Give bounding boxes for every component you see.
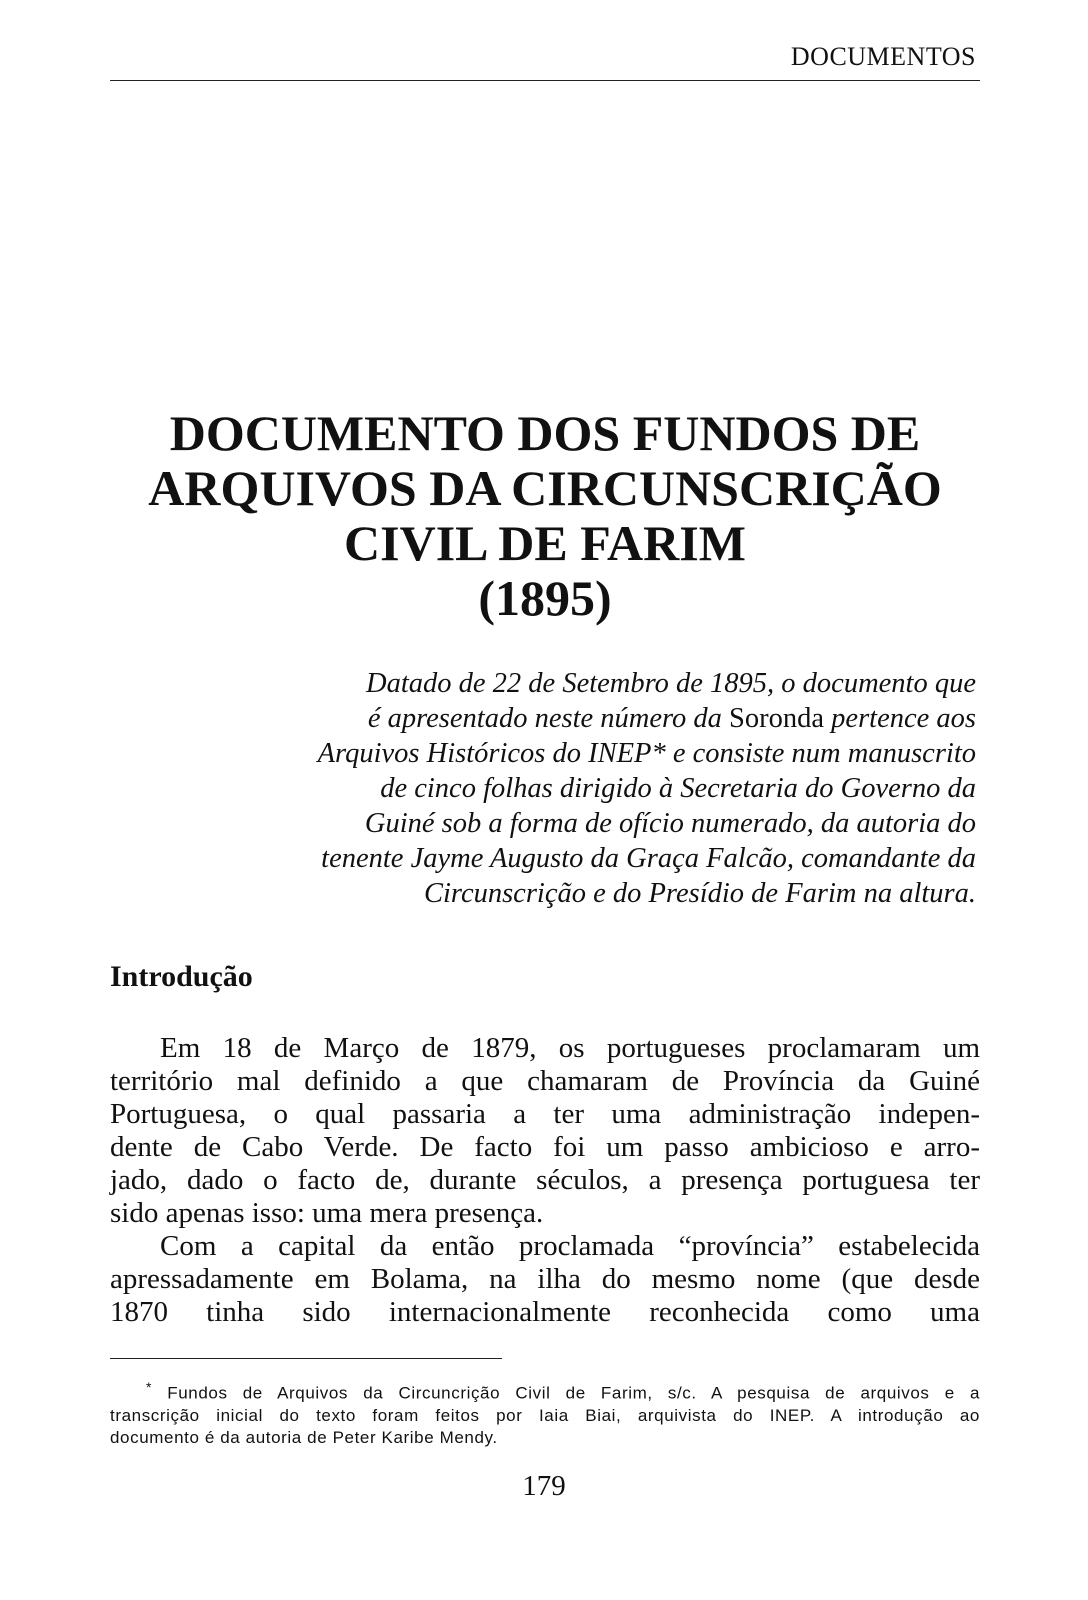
body-line: jado, dado o facto de, durante séculos, a presença portuguesa ter (110, 1164, 980, 1196)
title-line: CIVIL DE FARIM (344, 515, 746, 571)
abstract-line: tenente Jayme Augusto da Graça Falcão, comandante da (321, 843, 976, 874)
body-text (110, 1032, 980, 1329)
journal-name: Soronda (729, 703, 825, 734)
title-line: DOCUMENTO DOS FUNDOS DE (169, 405, 921, 461)
running-head: DOCUMENTOS (790, 42, 976, 71)
section-heading: Introdução (110, 960, 253, 993)
document-title (110, 406, 980, 626)
abstract (214, 666, 976, 911)
abstract-text: é apresentado neste número da (367, 703, 730, 734)
page-number: 179 (522, 1470, 566, 1502)
body-line: Portuguesa, o qual passaria a ter uma administração indepen- (110, 1098, 980, 1130)
footnote-rule (110, 1358, 502, 1359)
footnote (110, 1376, 980, 1449)
abstract-line: Arquivos Históricos do INEP* e consiste num manuscrito (317, 738, 976, 769)
body-line: sido apenas isso: uma mera presença. (110, 1197, 544, 1229)
abstract-line (214, 701, 976, 736)
body-line: dente de Cabo Verde. De facto foi um passo ambicioso e arro- (110, 1131, 980, 1163)
header-rule (110, 80, 980, 81)
abstract-text: pertence aos (824, 703, 976, 734)
abstract-line: Guiné sob a forma de ofício numerado, da autoria do (364, 808, 976, 839)
footnote-line: transcrição inicial do texto foram feitos por Iaia Biai, arquivista do INEP. A introdução ao (110, 1405, 980, 1425)
body-line: apressadamente em Bolama, na ilha do mesmo nome (que desde (110, 1263, 980, 1295)
body-line: Com a capital da então proclamada “província” estabelecida (160, 1230, 980, 1262)
footnote-line (110, 1376, 980, 1405)
footnote-text: Fundos de Arquivos da Circuncrição Civil de Farim, s/c. A pesquisa de arquivos e a (167, 1383, 980, 1403)
abstract-line: de cinco folhas dirigido à Secretaria do Governo da (380, 773, 976, 804)
footnote-marker: * (146, 1379, 153, 1395)
footnote-line: documento é da autoria de Peter Karibe Mendy. (110, 1427, 498, 1447)
body-line: Em 18 de Março de 1879, os portugueses proclamaram um (160, 1032, 980, 1064)
body-line: território mal definido a que chamaram de Província da Guiné (110, 1065, 980, 1097)
abstract-line: Circunscrição e do Presídio de Farim na altura. (423, 878, 976, 909)
abstract-line: Datado de 22 de Setembro de 1895, o documento que (366, 668, 976, 699)
title-line: ARQUIVOS DA CIRCUNSCRIÇÃO (148, 460, 942, 516)
body-line: 1870 tinha sido internacionalmente reconhecida como uma (110, 1296, 980, 1328)
title-line: (1895) (478, 570, 612, 626)
